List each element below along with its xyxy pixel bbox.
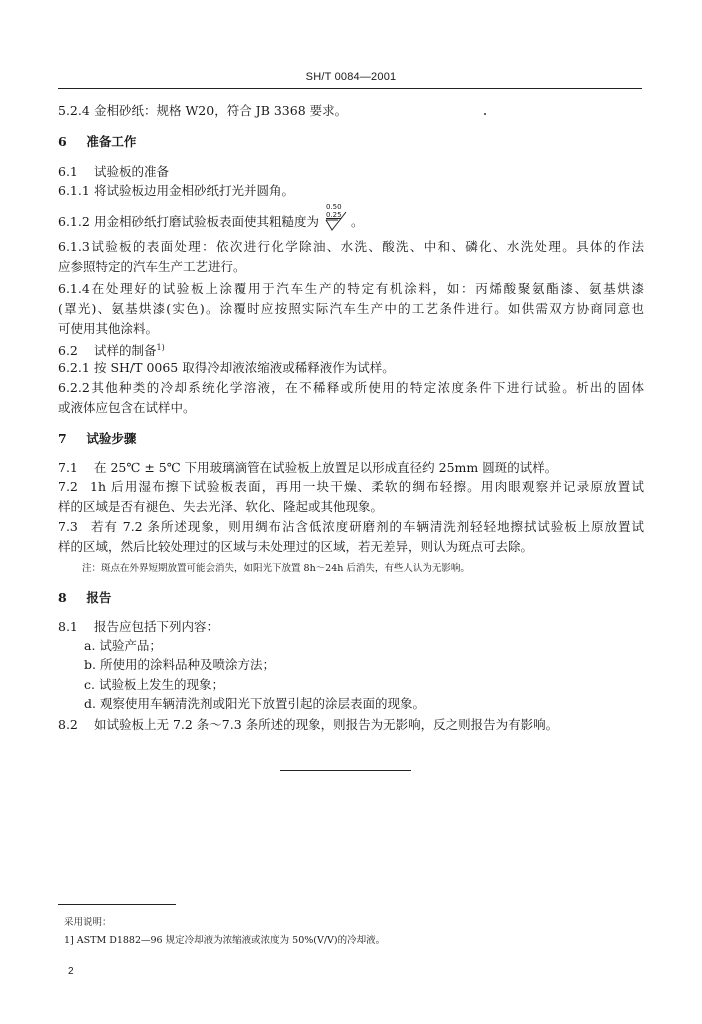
clause-number: 5.2.4 xyxy=(58,103,90,118)
list-item-text: c. 试验板上发生的现象； xyxy=(84,677,224,692)
clause-text: (罩光)、氨基烘漆(实色)。涂覆时应按照实际汽车生产中的工艺条件进行。如供需双方协商同意也 xyxy=(58,301,644,316)
clause-text: 将试验板边用金相砂纸打光并圆角。 xyxy=(93,183,294,198)
clause-number: 8.2 xyxy=(58,717,78,732)
footnote-ref: 1) xyxy=(156,343,165,352)
clause-text: 试样的制备 xyxy=(93,343,157,359)
clause-text: 样的区域是否有褪色、失去光泽、软化、隆起或其他现象。 xyxy=(58,499,384,514)
section-number: 6 xyxy=(58,134,67,149)
clause-7-3 xyxy=(58,519,644,535)
list-item-c xyxy=(84,677,670,693)
header-rule xyxy=(58,88,642,89)
section-title: 准备工作 xyxy=(86,134,137,149)
list-item-text: d. 观察使用车辆清洗剂或阳光下放置引起的涂层表面的现象。 xyxy=(84,696,425,711)
clause-text: 试验板的准备 xyxy=(93,164,169,179)
scan-speck xyxy=(484,113,486,115)
note-text: 注：斑点在外界短期放置可能会消失，如阳光下放置 8h～24h 后消失，有些人认为无影响。 xyxy=(82,563,470,574)
note xyxy=(82,561,668,577)
clause-text: 若有 7.2 条所述现象，则用绸布沾含低浓度研磨剂的车辆清洗剂轻轻地擦拭试验板上原放置试 xyxy=(90,519,644,534)
clause-text: 用金相砂纸打磨试验板表面使其粗糙度为 xyxy=(93,214,319,229)
footnote-text: 1] ASTM D1882—96 规定冷却液为浓缩液或浓度为 50%(V/V)的冷却液。 xyxy=(64,935,386,946)
clause-number: 7.2 xyxy=(58,479,78,494)
clause-6-1-4-cont2 xyxy=(58,321,644,337)
clause-text: 按 SH/T 0065 取得冷却液浓缩液或稀释液作为试样。 xyxy=(93,360,395,375)
clause-number: 7.3 xyxy=(58,519,78,534)
roughness-check-icon xyxy=(324,210,350,232)
section-title: 报告 xyxy=(86,590,112,605)
page-number: 2 xyxy=(68,966,74,977)
clause-text: 如试验板上无 7.2 条～7.3 条所述的现象，则报告为无影响，反之则报告为有影响。 xyxy=(93,717,559,732)
clause-number: 8.1 xyxy=(58,619,78,634)
section-number: 8 xyxy=(58,590,67,605)
clause-number: 6.1 xyxy=(58,164,78,179)
clause-6-2 xyxy=(58,340,644,359)
clause-6-2-2 xyxy=(58,380,644,396)
clause-number: 6.1.3 xyxy=(58,239,90,254)
clause-7-3-cont xyxy=(58,539,644,555)
roughness-symbol xyxy=(324,203,350,232)
clause-6-2-2-cont xyxy=(58,400,644,416)
clause-6-1-4 xyxy=(58,281,644,297)
clause-6-1 xyxy=(58,164,644,180)
clause-6-1-3-cont xyxy=(58,259,644,275)
list-item-a xyxy=(84,638,670,654)
list-item-text: a. 试验产品； xyxy=(84,638,162,653)
footnote xyxy=(64,933,650,949)
clause-number: 6.2.1 xyxy=(58,360,90,375)
clause-number: 6.2.2 xyxy=(58,380,90,395)
section-6-heading xyxy=(58,134,644,150)
footnote-rule xyxy=(58,904,176,905)
clause-7-2-cont xyxy=(58,499,644,515)
clause-text: 1h 后用湿布擦下试验板表面，再用一块干燥、柔软的绸布轻擦。用肉眼观察并记录原放置试 xyxy=(90,479,644,494)
section-number: 7 xyxy=(58,431,67,446)
list-item-b xyxy=(84,657,670,673)
clause-number: 6.2 xyxy=(58,343,78,359)
list-item-d xyxy=(84,696,670,712)
clause-text: 在处理好的试验板上涂覆用于汽车生产的特定有机涂料，如：丙烯酸聚氨酯漆、氨基烘漆 xyxy=(90,281,644,296)
clause-text: 样的区域，然后比较处理过的区域与未处理过的区域，若无差异，则认为斑点可去除。 xyxy=(58,539,534,554)
clause-text: 试验板的表面处理：依次进行化学除油、水洗、酸洗、中和、磷化、水洗处理。具体的作法 xyxy=(90,239,644,254)
clause-7-1 xyxy=(58,460,644,476)
clause-text: 报告应包括下列内容： xyxy=(93,619,219,634)
clause-6-2-1 xyxy=(58,360,644,376)
clause-6-1-2 xyxy=(58,203,644,232)
clause-number: 6.1.4 xyxy=(58,281,90,296)
section-7-heading xyxy=(58,431,644,447)
clause-number: 6.1.2 xyxy=(58,214,90,229)
end-of-text-rule xyxy=(280,770,411,771)
standard-code: SH/T 0084—2001 xyxy=(305,71,397,83)
clause-8-1 xyxy=(58,619,644,635)
clause-text: 可使用其他涂料。 xyxy=(58,321,159,336)
clause-6-1-3 xyxy=(58,239,644,255)
clause-6-1-1 xyxy=(58,183,644,199)
clause-5-2-4 xyxy=(58,103,644,119)
roughness-lower-value: 0.25 xyxy=(325,211,342,219)
footnote-title xyxy=(64,915,650,931)
section-title: 试验步骤 xyxy=(86,431,137,446)
section-8-heading xyxy=(58,590,644,606)
clause-text: 应参照特定的汽车生产工艺进行。 xyxy=(58,259,246,274)
roughness-upper-value: 0.50 xyxy=(325,203,342,211)
clause-text: 或液体应包含在试样中。 xyxy=(58,400,196,415)
clause-number: 6.1.1 xyxy=(58,183,90,198)
clause-end: 。 xyxy=(350,214,364,229)
clause-text: 其他种类的冷却系统化学溶液，在不稀释或所使用的特定浓度条件下进行试验。析出的固体 xyxy=(90,380,644,395)
clause-6-1-4-cont xyxy=(58,301,644,317)
clause-text: 在 25℃ ± 5℃ 下用玻璃滴管在试验板上放置足以形成直径约 25mm 圆斑的试样。 xyxy=(93,460,558,475)
clause-number: 7.1 xyxy=(58,460,78,475)
list-item-text: b. 所使用的涂料品种及喷涂方法； xyxy=(84,657,275,672)
clause-8-2 xyxy=(58,717,644,733)
clause-7-2 xyxy=(58,479,644,495)
footnote-title-text: 采用说明： xyxy=(64,917,112,928)
clause-text: 金相砂纸：规格 W20，符合 JB 3368 要求。 xyxy=(93,103,348,118)
